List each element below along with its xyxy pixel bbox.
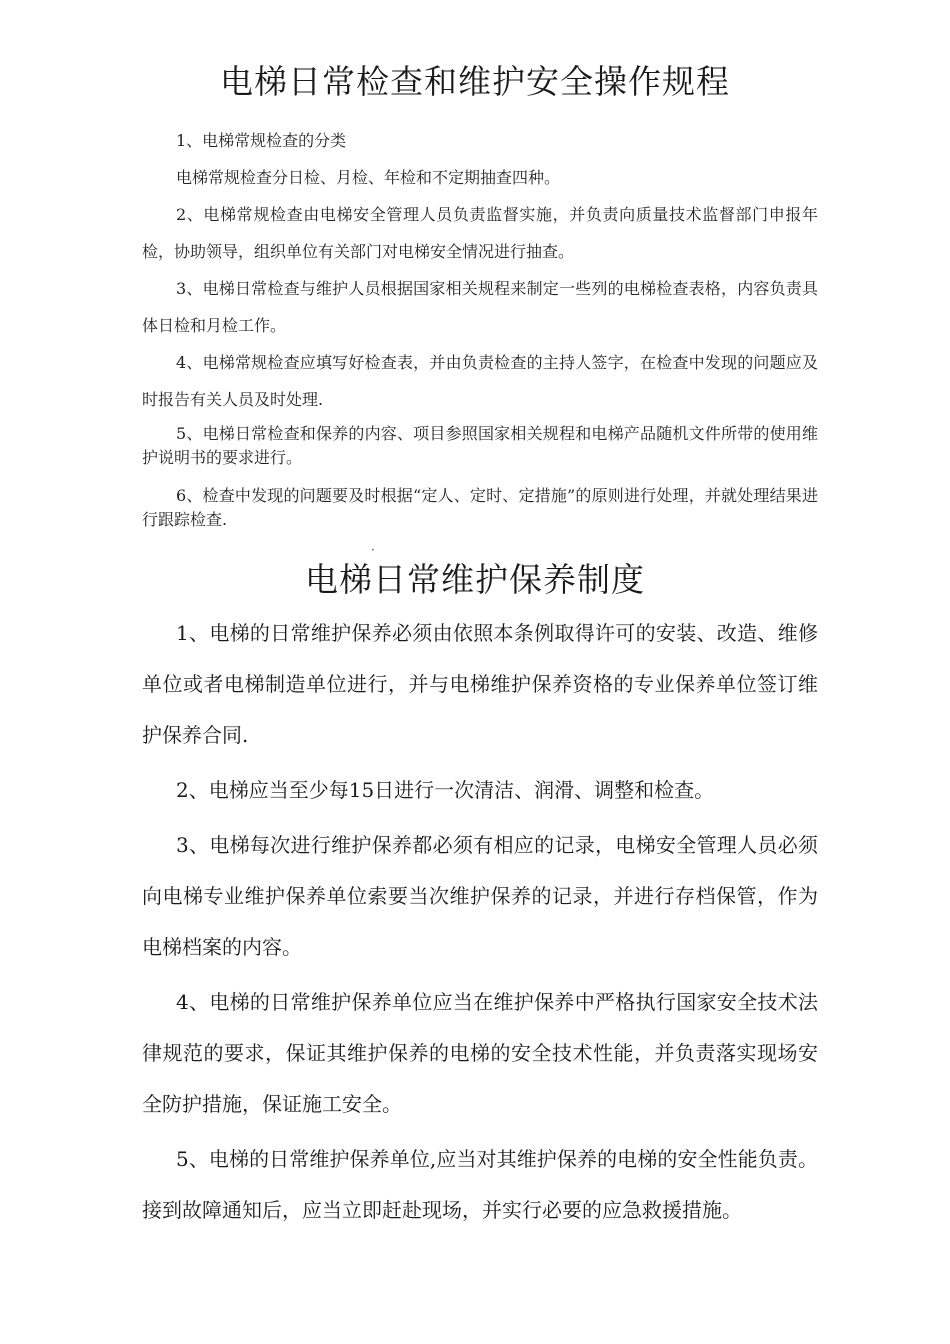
maintenance-item-1: 1、电梯的日常维护保养必须由依照本条例取得许可的安装、改造、维修单位或者电梯制造单位进行，并与电梯维护保养资格的专业保养单位签订维护保养合同.	[142, 621, 818, 747]
maintenance-item-2: 2、电梯应当至少每15日进行一次清洁、润滑、调整和检查。	[176, 778, 715, 802]
operating-procedure-section	[142, 122, 818, 532]
procedure-item-classification: 电梯常规检查分日检、月检、年检和不定期抽查四种。	[176, 168, 561, 187]
procedure-item-4: 4、电梯常规检查应填写好检查表，并由负责检查的主持人签字，在检查中发现的问题应及时报告有关人员及时处理.	[142, 353, 818, 409]
maintenance-system-section	[142, 608, 818, 1236]
document-title: 电梯日常检查和维护安全操作规程	[220, 62, 730, 101]
procedure-item-heading: 1、电梯常规检查的分类	[176, 131, 347, 150]
maintenance-item-5: 5、电梯的日常维护保养单位,应当对其维护保养的电梯的安全性能负责。接到故障通知后，应当立即赶赴现场，并实行必要的应急救援措施。	[142, 1147, 818, 1222]
maintenance-item-3: 3、电梯每次进行维护保养都必须有相应的记录，电梯安全管理人员必须向电梯专业维护保养单位索要当次维护保养的记录，并进行存档保管，作为电梯档案的内容。	[142, 833, 818, 959]
separator-dot: ·	[371, 543, 375, 557]
maintenance-item-4: 4、电梯的日常维护保养单位应当在维护保养中严格执行国家安全技术法律规范的要求，保证其维护保养的电梯的安全技术性能，并负责落实现场安全防护措施，保证施工安全。	[142, 990, 818, 1116]
procedure-item-3: 3、电梯日常检查与维护人员根据国家相关规程来制定一些列的电梯检查表格，内容负责具体日检和月检工作。	[142, 279, 818, 335]
procedure-item-5: 5、电梯日常检查和保养的内容、项目参照国家相关规程和电梯产品随机文件所带的使用维护说明书的要求进行。	[142, 424, 818, 467]
maintenance-system-title: 电梯日常维护保养制度	[305, 560, 645, 599]
procedure-item-2: 2、电梯常规检查由电梯安全管理人员负责监督实施，并负责向质量技术监督部门申报年检，协助领导，组织单位有关部门对电梯安全情况进行抽查。	[142, 205, 818, 261]
procedure-item-6: 6、检查中发现的问题要及时根据“定人、定时、定措施”的原则进行处理，并就处理结果进行跟踪检查.	[142, 486, 818, 529]
